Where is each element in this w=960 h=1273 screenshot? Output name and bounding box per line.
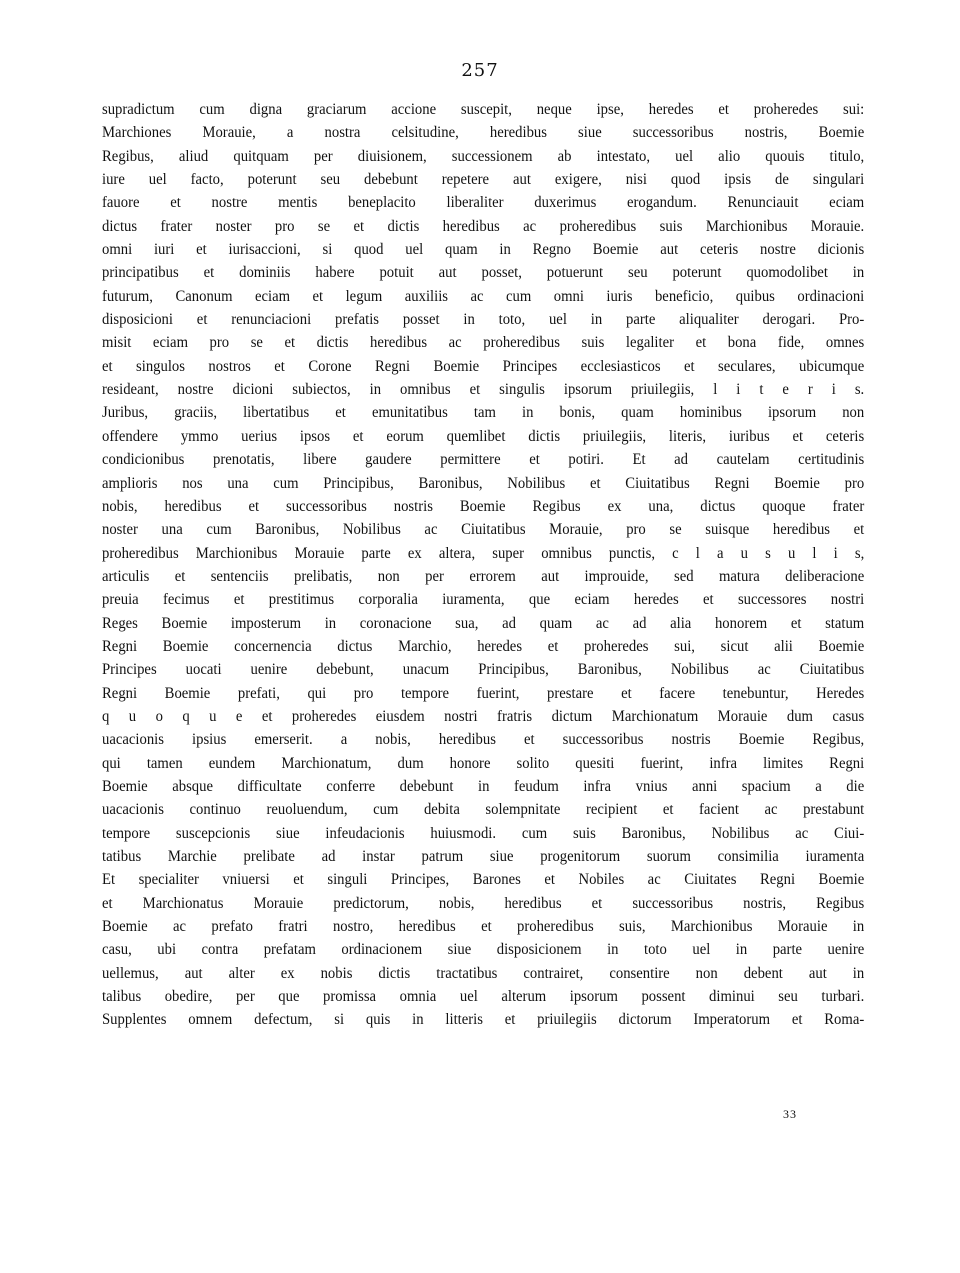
text-line: et Marchionatus Morauie predictorum, nobis, heredibus et successoribus nostris, Regibus bbox=[102, 894, 865, 912]
text-line: articulis et sentenciis prelibatis, non per errorem aut improuide, sed matura deliberacione bbox=[102, 567, 865, 585]
body-text bbox=[102, 98, 864, 1032]
text-line: disposicioni et renunciacioni prefatis posset in toto, uel in parte aliqualiter derogari. Pro- bbox=[102, 311, 865, 329]
text-line: omni iuri et iurisaccioni, si quod uel quam in Regno Boemie aut ceteris nostre dicionis bbox=[102, 241, 865, 259]
text-line: noster una cum Baronibus, Nobilibus ac Ciuitatibus Morauie, pro se suisque heredibus et bbox=[102, 521, 865, 539]
text-line: futurum, Canonum eciam et legum auxiliis ac cum omni iuris beneficio, quibus ordinacioni bbox=[102, 287, 865, 305]
text-line: uacacionis continuo reuoluendum, cum debita solempnitate recipient et facient ac prestabunt bbox=[102, 801, 865, 819]
text-line: casu, ubi contra prefatam ordinacionem siue disposicionem in toto uel in parte uenire bbox=[102, 941, 865, 959]
text-line: et singulos nostros et Corone Regni Boemie Principes ecclesiasticos et seculares, ubicumque bbox=[102, 357, 865, 375]
text-line: principatibus et dominiis habere potuit aut posset, potuerunt seu poterunt quomodolibet in bbox=[102, 264, 865, 282]
text-line: supradictum cum digna graciarum accione suscepit, neque ipse, heredes et proheredes sui: bbox=[102, 101, 865, 118]
text-line: tatibus Marchie prelibate ad instar patrum siue progenitorum suorum consimilia iuramenta bbox=[102, 848, 865, 865]
text-line: misit eciam pro se et dictis heredibus ac proheredibus suis legaliter et bona fide, omnes bbox=[102, 334, 865, 352]
text-line: dictus frater noster pro se et dictis heredibus ac proheredibus suis Marchionibus Morauie. bbox=[102, 217, 865, 235]
text-line: Principes uocati uenire debebunt, unacum Principibus, Baronibus, Nobilibus ac Ciuitatibus bbox=[102, 661, 865, 679]
text-line: preuia fecimus et prestitimus corporalia iuramenta, que eciam heredes et successores nostri bbox=[102, 591, 865, 609]
text-line: proheredibus Marchionibus Morauie parte ex altera, super omnibus punctis, c l a u s u l i s, bbox=[102, 544, 865, 562]
text-line: uacacionis ipsius emerserit. a nobis, heredibus et successoribus nostris Boemie Regibus, bbox=[102, 731, 865, 749]
text-line: Juribus, graciis, libertatibus et emunitatibus tam in bonis, quam hominibus ipsorum non bbox=[102, 404, 865, 422]
signature-mark: 33 bbox=[783, 1107, 797, 1121]
text-line: qui tamen eundem Marchionatum, dum honore solito quesiti fuerint, infra limites Regni bbox=[102, 754, 865, 772]
text-line: nobis, heredibus et successoribus nostris Boemie Regibus ex una, dictus quoque frater bbox=[102, 497, 865, 515]
text-line: resideant, nostre dicioni subiectos, in omnibus et singulis ipsorum priuilegiis, l i t e r i s. bbox=[102, 381, 865, 399]
text-line: Regni Boemie prefati, qui pro tempore fuerint, prestare et facere tenebuntur, Heredes bbox=[102, 684, 865, 702]
text-line: Supplentes omnem defectum, si quis in litteris et priuilegiis dictorum Imperatorum et Roma- bbox=[102, 1011, 865, 1029]
text-line: uellemus, aut alter ex nobis dictis tractatibus contrairet, consentire non debent aut in bbox=[102, 964, 865, 982]
text-line: offendere ymmo uerius ipsos et eorum quemlibet dictis priuilegiis, literis, iuribus et ceteris bbox=[102, 427, 865, 445]
text-line: condicionibus prenotatis, libere gaudere permittere et potiri. Et ad cautelam certitudinis bbox=[102, 451, 865, 469]
text-line: iure uel facto, poterunt seu debebunt repetere aut exigere, nisi quod ipsis de singulari bbox=[102, 171, 865, 189]
text-line: Regni Boemie concernencia dictus Marchio, heredes et proheredes sui, sicut alii Boemie bbox=[102, 637, 865, 655]
text-line: talibus obedire, per que promissa omnia uel alterum ipsorum possent diminui seu turbari. bbox=[102, 988, 865, 1006]
text-line: Boemie ac prefato fratri nostro, heredibus et proheredibus suis, Marchionibus Morauie in bbox=[102, 918, 865, 936]
text-line: amplioris nos una cum Principibus, Baronibus, Nobilibus et Ciuitatibus Regni Boemie pro bbox=[102, 474, 865, 492]
text-line: q u o q u e et proheredes eiusdem nostri fratris dictum Marchionatum Morauie dum casus bbox=[102, 707, 865, 725]
text-line: Et specialiter vniuersi et singuli Principes, Barones et Nobiles ac Ciuitates Regni Boemie bbox=[102, 871, 865, 889]
text-line: Reges Boemie imposterum in coronacione sua, ad quam ac ad alia honorem et statum bbox=[102, 614, 865, 632]
text-line: fauore et nostre mentis beneplacito liberaliter duxerimus erogandum. Renunciauit eciam bbox=[102, 194, 865, 212]
text-line: tempore suscepcionis siue infeudacionis huiusmodi. cum suis Baronibus, Nobilibus ac Ciui- bbox=[102, 824, 865, 842]
text-line: Marchiones Morauie, a nostra celsitudine, heredibus siue successoribus nostris, Boemie bbox=[102, 124, 865, 142]
text-line: Regibus, aliud quitquam per diuisionem, successionem ab intestato, uel alio quouis titulo, bbox=[102, 147, 865, 165]
text-line: Boemie absque difficultate conferre debebunt in feudum infra vnius anni spacium a die bbox=[102, 777, 865, 795]
page-number: 257 bbox=[461, 60, 499, 81]
